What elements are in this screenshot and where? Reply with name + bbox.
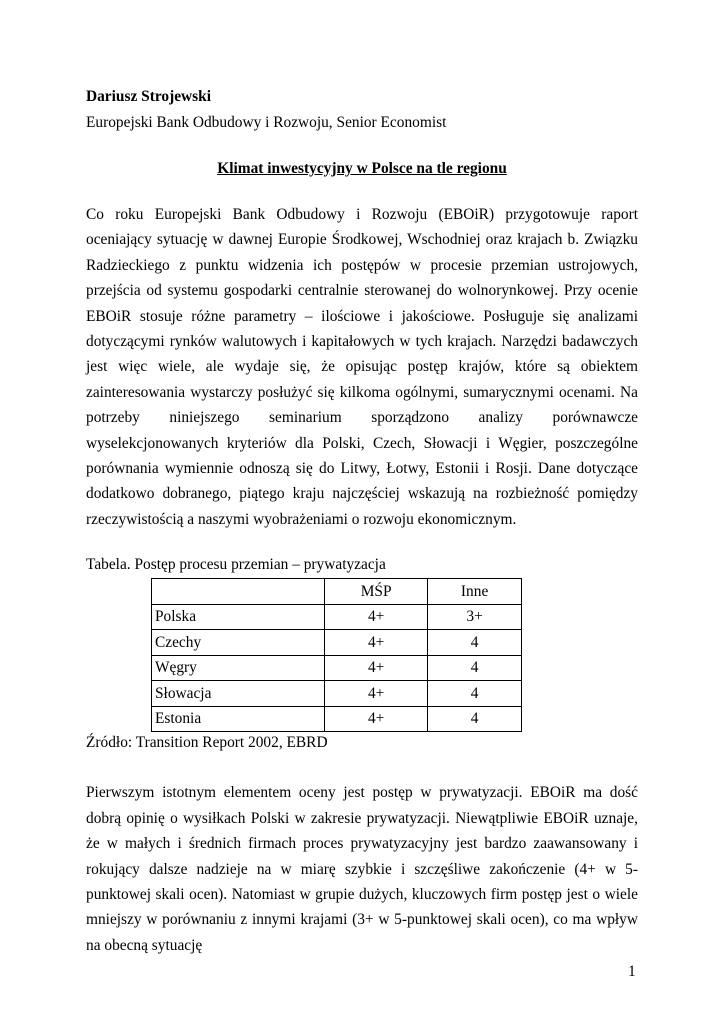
table-cell-country: Węgry [152,655,325,681]
table-cell-value: 4 [428,655,522,681]
paragraph-intro: Co roku Europejski Bank Odbudowy i Rozwoju (EBOiR) przygotowuje raport oceniający sytuację w dawnej Europie Środkowej, Wschodniej oraz krajach b. Związku Radzieckiego z punktu widzenia ich postępów w procesie przemian ustrojowych, przejścia od systemu gospodarki centralnie sterowanej do wolnorynkowej. Przy ocenie EBOiR stosuje różne parametry – ilościowe i jakościowe. Posługuje się analizami dotyczącymi rynków walutowych i kapitałowych w tych krajach. Narzędzi badawczych jest więc wiele, ale wydaje się, że opisując postęp krajów, które są obiektem zainteresowania wystarczy posłużyć się kilkoma ogólnymi, sumarycznymi ocenami. Na potrzeby niniejszego seminarium sporządzono analizy porównawcze wyselekcjonowanych kryteriów dla Polski, Czech, Słowacji i Węgier, poszczególne porównania wymiennie odnoszą się do Litwy, Łotwy, Estonii i Rosji. Dane dotyczące dodatkowo dobranego, piątego kraju najczęściej wskazują na rozbieżność pomiędzy rzeczywistością a naszymi wyobrażeniami o rozwoju ekonomicznym. [86,206,638,528]
privatization-table [151,578,522,732]
table-row [152,655,522,681]
table-caption: Tabela. Postęp procesu przemian – prywatyzacja [86,556,386,574]
table-row [152,604,522,630]
table-cell-value: 4+ [325,655,428,681]
table-cell-value: 4 [428,706,522,732]
table-header-row [152,579,522,605]
document-title: Klimat inwestycyjny w Polsce na tle regionu [217,160,507,177]
table-header-cell: MŚP [325,579,428,605]
table-cell-value: 4 [428,630,522,656]
table-header-cell [152,579,325,605]
table-row [152,681,522,707]
table-source: Źródło: Transition Report 2002, EBRD [86,734,328,752]
table-cell-value: 4+ [325,604,428,630]
table-cell-value: 4+ [325,706,428,732]
table-cell-value: 4 [428,681,522,707]
table-cell-country: Słowacja [152,681,325,707]
paragraph-privatization: Pierwszym istotnym elementem oceny jest postęp w prywatyzacji. EBOiR ma dość dobrą opinię o wysiłkach Polski w zakresie prywatyzacji. Niewątpliwie EBOiR uznaje, że w małych i średnich firmach proces prywatyzacyjny jest bardzo zaawansowany i rokujący dalsze nadzieje na w miarę szybkie i szczęśliwe zakończenie (4+ w 5-punktowej skali ocen). Natomiast w grupie dużych, kluczowych firm postęp jest o wiele mniejszy w porównaniu z innymi krajami (3+ w 5-punktowej skali ocen), co ma wpływ na obecną sytuację [86,784,638,954]
table-row [152,706,522,732]
table-cell-country: Czechy [152,630,325,656]
table-cell-value: 4+ [325,630,428,656]
table-cell-country: Polska [152,604,325,630]
table-row [152,630,522,656]
document-page [86,86,638,958]
page-number: 1 [628,963,636,980]
table-header-cell: Inne [428,579,522,605]
table-cell-country: Estonia [152,706,325,732]
author-affiliation: Europejski Bank Odbudowy i Rozwoju, Senior Economist [86,114,447,131]
table-cell-value: 3+ [428,604,522,630]
table-cell-value: 4+ [325,681,428,707]
author-name: Dariusz Strojewski [86,88,211,105]
